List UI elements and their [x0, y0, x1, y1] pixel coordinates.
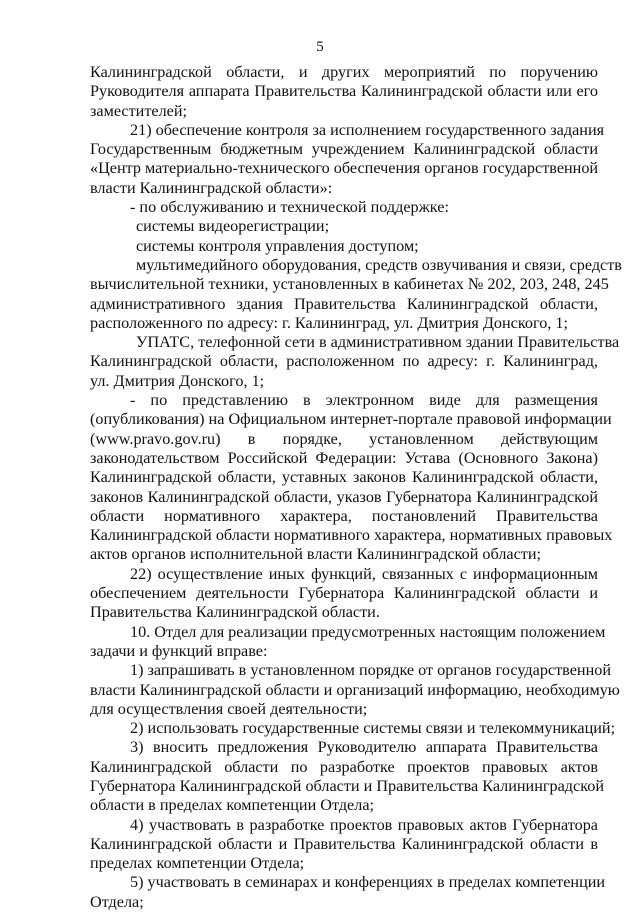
text-line: 3) вносить предложения Руководителю аппарата Правительства — [130, 738, 598, 757]
paragraph — [90, 565, 598, 623]
paragraph — [90, 391, 613, 565]
text-line: расположенного по адресу: г. Калининград, ул. Дмитрия Донского, 1; — [90, 313, 568, 332]
text-line: системы видеорегистрации; — [136, 217, 330, 236]
text-line: законодательством Российской Федерации: Устава (Основного Закона) — [90, 448, 598, 467]
text-line: Руководителя аппарата Правительства Калининградской области или его — [90, 82, 598, 101]
paragraph — [90, 738, 605, 815]
paragraph — [90, 622, 606, 662]
text-line: Калининградской области по разработке проектов правовых актов — [90, 757, 598, 776]
text-line: ул. Дмитрия Донского, 1; — [90, 371, 265, 390]
paragraph — [90, 873, 606, 912]
paragraph — [90, 120, 605, 198]
text-line: Калининградской области, и других мероприятий по поручению — [90, 63, 598, 81]
text-line: Отдела; — [90, 892, 144, 911]
page-number: 5 — [316, 39, 324, 55]
text-line: мультимедийного оборудования, средств озвучивания и связи, средств — [136, 255, 622, 274]
text-line: области в пределах компетенции Отдела; — [90, 796, 375, 815]
paragraph — [90, 63, 598, 121]
text-line: (www.pravo.gov.ru) в порядке, установленном действующим — [90, 429, 598, 448]
text-line: - по представлению в электронном виде для размещения — [130, 391, 598, 410]
paragraph — [90, 661, 620, 719]
text-line: пределах компетенции Отдела; — [90, 854, 305, 873]
text-line: вычислительной техники, установленных в кабинетах № 202, 203, 248, 245 — [90, 275, 609, 294]
text-line: Государственным бюджетным учреждением Калининградской области — [90, 140, 598, 159]
text-line: власти Калининградской области»: — [90, 178, 333, 197]
text-line: Правительства Калининградской области. — [90, 603, 380, 622]
document-body — [90, 63, 622, 912]
text-line: законов Калининградской области, указов Губернатора Калининградской — [90, 487, 598, 506]
paragraph — [90, 333, 620, 391]
text-line: власти Калининградской области и организаций информацию, необходимую — [90, 680, 620, 699]
text-line: 22) осуществление иных функций, связанных с информационным — [130, 564, 598, 583]
text-line: 5) участвовать в семинарах и конференциях в пределах компетенции — [130, 873, 606, 892]
text-line: Калининградской области нормативного характера, нормативных правовых — [90, 526, 613, 545]
text-line: 10. Отдел для реализации предусмотренных настоящим положением — [130, 622, 606, 641]
text-line: Калининградской области, расположенном по адресу: г. Калининград, — [90, 352, 598, 371]
text-line: УПАТС, телефонной сети в административном здании Правительства — [136, 333, 620, 352]
text-line: области нормативного характера, постановлений Правительства — [90, 506, 598, 525]
text-line: 21) обеспечение контроля за исполнением государственного задания — [130, 120, 605, 139]
text-line: системы контроля управления доступом; — [136, 236, 419, 255]
text-line: - по обслуживанию и технической поддержке: — [130, 198, 449, 217]
text-line: 4) участвовать в разработке проектов правовых актов Губернатора — [130, 815, 598, 834]
text-line: обеспечением деятельности Губернатора Калининградской области и — [90, 584, 598, 603]
text-line: Губернатора Калининградской области и Правительства Калининградской — [90, 776, 605, 795]
paragraph — [90, 816, 598, 874]
paragraph — [90, 237, 598, 256]
paragraph — [90, 719, 616, 738]
text-line: актов органов исполнительной власти Калининградской области; — [90, 545, 542, 564]
text-line: 2) использовать государственные системы связи и телекоммуникаций; — [130, 719, 616, 738]
text-line: (опубликования) на Официальном интернет-портале правовой информации — [90, 410, 612, 429]
text-line: 1) запрашивать в установленном порядке от органов государственной — [130, 661, 611, 680]
paragraph — [90, 217, 598, 236]
paragraph — [90, 198, 598, 217]
text-line: «Центр материально-технического обеспечения органов государственной — [90, 159, 599, 178]
text-line: для осуществления своей деятельности; — [90, 699, 368, 718]
text-line: Калининградской области, уставных законов Калининградской области, — [90, 468, 598, 487]
text-line: задачи и функций вправе: — [90, 641, 268, 660]
text-line: Калининградской области и Правительства Калининградской области в — [90, 834, 598, 853]
paragraph — [90, 255, 622, 333]
text-line: административного здания Правительства Калининградской области, — [90, 294, 598, 313]
text-line: заместителей; — [90, 101, 188, 120]
